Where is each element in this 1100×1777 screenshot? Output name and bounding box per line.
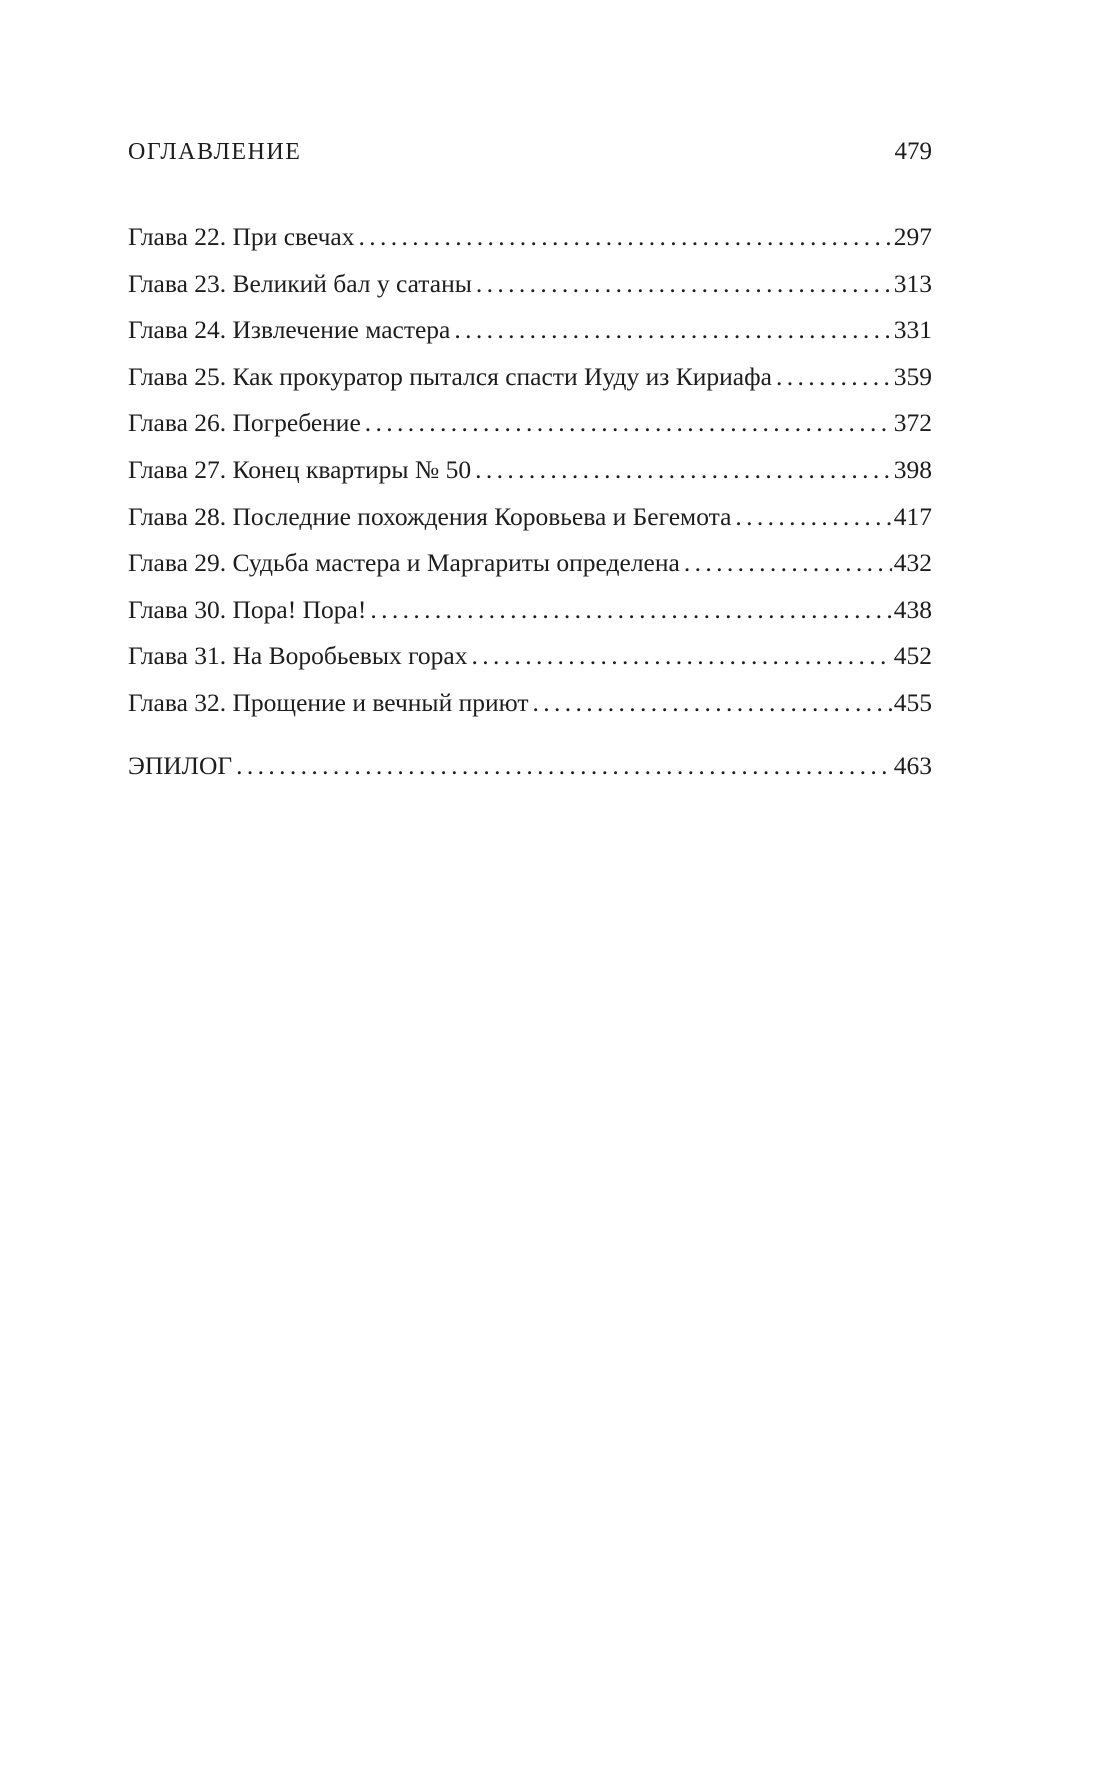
dot-leader xyxy=(475,447,892,494)
toc-entry-page: 417 xyxy=(893,501,932,531)
toc-entry-chapter-30[interactable] xyxy=(128,587,932,634)
dot-leader xyxy=(472,633,892,680)
toc-entry-page: 297 xyxy=(893,222,932,251)
toc-entry-chapter-31[interactable] xyxy=(128,633,932,680)
toc-entry-chapter-25[interactable] xyxy=(128,354,932,401)
toc-entry-title: Глава 23. Великий бал у сатаны xyxy=(128,268,472,298)
toc-entry-chapter-29[interactable] xyxy=(128,540,932,587)
page-number: 479 xyxy=(894,138,932,165)
toc-entry-page: 359 xyxy=(893,361,932,391)
toc-entry-chapter-28[interactable] xyxy=(128,494,932,541)
toc-entry-title: Глава 30. Пора! Пора! xyxy=(128,594,367,624)
toc-entry-epilogue[interactable] xyxy=(128,743,932,791)
toc-entry-page: 438 xyxy=(893,594,932,624)
dot-leader xyxy=(776,354,892,401)
toc-entry-title: Глава 31. На Воробьевых горах xyxy=(128,641,468,671)
running-head: ОГЛАВЛЕНИЕ xyxy=(128,139,302,165)
toc-entry-page: 455 xyxy=(893,687,932,717)
toc-entry-title: Глава 22. При свечах xyxy=(128,222,355,251)
table-of-contents xyxy=(128,214,932,791)
toc-entry-title: Глава 25. Как прокуратор пытался спасти Иуду из Кириафа xyxy=(128,361,772,391)
toc-entry-page: 463 xyxy=(893,750,932,780)
dot-leader xyxy=(236,743,892,790)
toc-entry-chapter-22[interactable] xyxy=(128,214,932,261)
toc-entry-title: Глава 29. Судьба мастера и Маргариты определена xyxy=(128,548,680,578)
toc-entry-page: 432 xyxy=(893,548,932,578)
toc-entry-chapter-23[interactable] xyxy=(128,261,932,308)
toc-entry-title: Глава 28. Последние похождения Коровьева и Бегемота xyxy=(128,501,732,531)
toc-entry-page: 452 xyxy=(893,641,932,671)
dot-leader xyxy=(476,261,892,308)
toc-entry-page: 313 xyxy=(893,268,932,298)
dot-leader xyxy=(735,494,891,541)
toc-entry-page: 372 xyxy=(893,408,932,438)
dot-leader xyxy=(454,307,891,354)
toc-entry-chapter-27[interactable] xyxy=(128,447,932,494)
dot-leader xyxy=(365,400,892,447)
toc-entry-page: 398 xyxy=(893,454,932,484)
dot-leader xyxy=(684,540,892,587)
toc-entry-title: Глава 26. Погребение xyxy=(128,408,361,438)
page-header xyxy=(128,138,932,172)
dot-leader xyxy=(359,214,892,261)
dot-leader xyxy=(533,680,892,727)
toc-entry-chapter-24[interactable] xyxy=(128,307,932,354)
toc-entry-title: Глава 27. Конец квартиры № 50 xyxy=(128,454,472,484)
toc-entry-page: 331 xyxy=(893,315,932,345)
dot-leader xyxy=(370,587,891,634)
toc-entry-chapter-32[interactable] xyxy=(128,680,932,727)
toc-entry-title: Глава 32. Прощение и вечный приют xyxy=(128,687,529,717)
toc-entry-chapter-26[interactable] xyxy=(128,400,932,447)
toc-entry-title: Глава 24. Извлечение мастера xyxy=(128,315,451,345)
toc-entry-title: ЭПИЛОГ xyxy=(128,750,233,780)
